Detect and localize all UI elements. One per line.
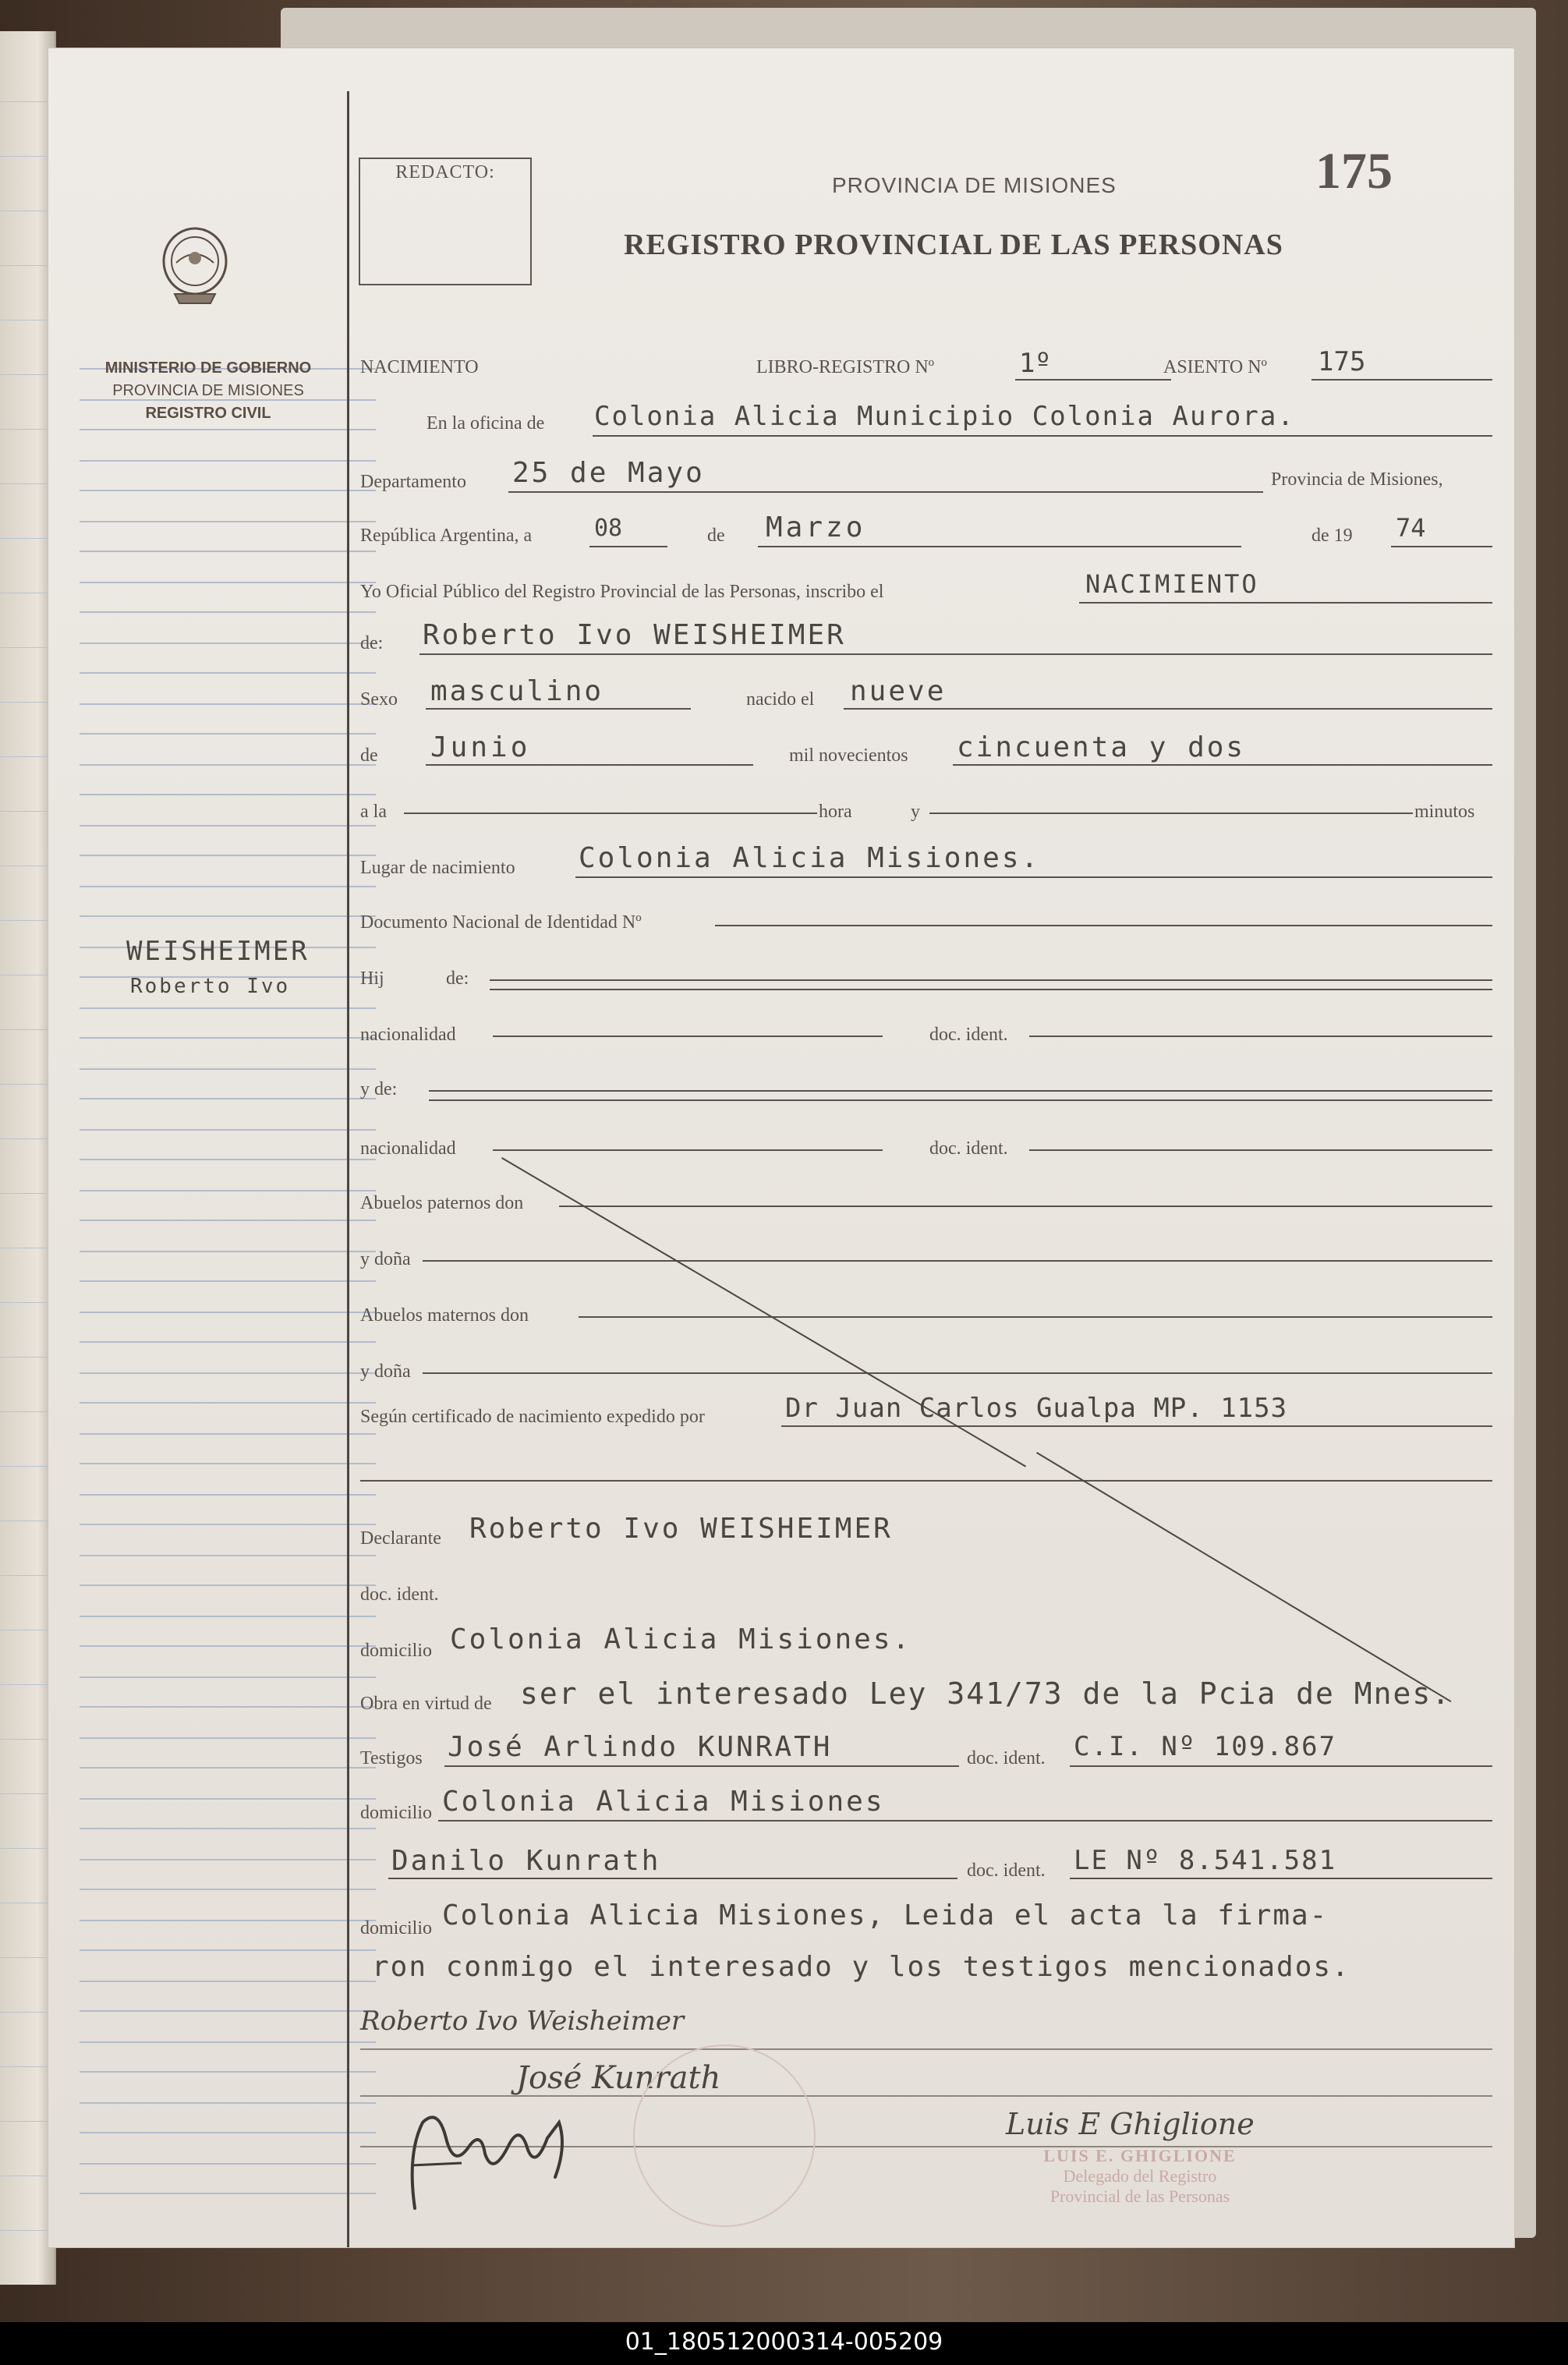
ministry-line3: REGISTRO CIVIL: [145, 405, 271, 422]
redacto-box: [359, 158, 532, 285]
rule-y-dona-1: [423, 1260, 1492, 1262]
rule-domicilio-2: [438, 1820, 1492, 1822]
margin-surname: WEISHEIMER: [126, 936, 310, 967]
value-sexo: masculino: [430, 675, 604, 707]
label-y-dona-1: y doña: [360, 1249, 411, 1269]
rule-lugar: [575, 876, 1492, 878]
rule-mes-nac: [426, 764, 753, 766]
signature-testigo-2: [391, 2091, 579, 2216]
rule-y-de-1: [429, 1090, 1492, 1092]
stamp-line2: Delegado del Registro: [1063, 2166, 1217, 2186]
margin-divider: [347, 91, 349, 2247]
label-doc-ident-1: doc. ident.: [929, 1025, 1008, 1045]
rule-nombre: [419, 653, 1492, 655]
image-caption: 01_180512000314-005209: [625, 2328, 943, 2356]
rule-testigo-2-doc: [1070, 1878, 1492, 1879]
label-domicilio-3: domicilio: [360, 1918, 432, 1938]
value-libro: 1º: [1019, 348, 1051, 379]
value-oficina: Colonia Alicia Municipio Colonia Aurora.: [594, 401, 1295, 432]
label-republica: República Argentina, a: [360, 526, 533, 546]
label-nacionalidad-2: nacionalidad: [360, 1138, 456, 1159]
label-hij-de: de:: [446, 968, 469, 989]
label-declarante: Declarante: [360, 1528, 441, 1549]
label-provincia: Provincia de Misiones,: [1271, 469, 1443, 490]
value-declarante: Roberto Ivo WEISHEIMER: [469, 1513, 893, 1545]
label-departamento: Departamento: [360, 472, 466, 492]
rule-mes: [758, 546, 1241, 547]
value-testigo-2-doc: LE Nº 8.541.581: [1074, 1845, 1337, 1876]
label-abuelos-maternos: Abuelos maternos don: [360, 1305, 529, 1326]
value-testigo-1: José Arlindo KUNRATH: [448, 1731, 833, 1763]
label-mil: mil novecientos: [789, 745, 908, 766]
rule-anio-nac: [953, 764, 1492, 766]
value-anio: 74: [1396, 513, 1426, 543]
ministry-line2: PROVINCIA DE MISIONES: [112, 382, 304, 399]
label-doc-ident-5: doc. ident.: [967, 1860, 1046, 1881]
rule-dni: [715, 925, 1492, 926]
rule-sexo: [426, 708, 691, 710]
rule-nacido: [844, 708, 1492, 710]
rule-testigo-2: [388, 1878, 957, 1879]
rule-certificado: [781, 1425, 1492, 1427]
value-nombre: Roberto Ivo WEISHEIMER: [423, 619, 846, 651]
value-asiento: 175: [1318, 346, 1366, 377]
label-asiento: ASIENTO Nº: [1163, 357, 1267, 377]
rule-hij-1: [490, 979, 1492, 981]
value-mes: Marzo: [766, 512, 866, 543]
rule-doc-ident-1: [1029, 1036, 1492, 1037]
label-de-mes: de: [707, 526, 725, 546]
label-nacimiento: NACIMIENTO: [360, 357, 479, 377]
rule-oficina: [593, 435, 1492, 437]
value-anio-nac: cincuenta y dos: [957, 731, 1246, 763]
value-acto: NACIMIENTO: [1085, 569, 1259, 599]
label-y-de: y de:: [360, 1079, 398, 1099]
label-doc-ident-4: doc. ident.: [967, 1748, 1046, 1768]
value-obra: ser el interesado Ley 341/73 de la Pcia de Mnes.: [520, 1676, 1452, 1711]
label-doc-ident-3: doc. ident.: [360, 1584, 439, 1605]
value-mes-nac: Junio: [430, 731, 531, 763]
label-de-nombre: de:: [360, 633, 384, 653]
label-hora: hora: [819, 802, 852, 822]
label-libro: LIBRO-REGISTRO Nº: [756, 357, 935, 377]
value-cierre: ron conmigo el interesado y los testigos mencionados.: [372, 1951, 1350, 1983]
rule-acto: [1079, 602, 1492, 604]
folio-number: 175: [1315, 143, 1393, 200]
label-sexo: Sexo: [360, 689, 398, 710]
value-lugar: Colonia Alicia Misiones.: [579, 842, 1041, 874]
rule-blank: [360, 1480, 1492, 1482]
label-hij: Hij: [360, 968, 384, 989]
label-lugar: Lugar de nacimiento: [360, 858, 515, 878]
label-abuelos-paternos: Abuelos paternos don: [360, 1193, 524, 1213]
cancel-stroke-2: [1036, 1452, 1451, 1702]
value-testigo-2-domicilio: Colonia Alicia Misiones, Leida el acta la firma-: [442, 1899, 1329, 1931]
stamp-line3: Provincial de las Personas: [1049, 2186, 1230, 2206]
margin-given-names: Roberto Ivo: [130, 975, 291, 998]
rule-y-dona-2: [423, 1372, 1492, 1374]
label-anio: de 19: [1311, 526, 1353, 546]
label-minutos: minutos: [1414, 802, 1475, 822]
label-de-mes-nac: de: [360, 745, 378, 766]
value-testigo-2: Danilo Kunrath: [391, 1845, 661, 1877]
value-testigo-1-domicilio: Colonia Alicia Misiones: [442, 1786, 885, 1818]
coat-of-arms-seal: [159, 222, 231, 308]
rule-hij-2: [490, 989, 1492, 990]
rule-anio: [1391, 546, 1492, 547]
ministry-line1: MINISTERIO DE GOBIERNO: [104, 359, 312, 377]
margin-column: [48, 48, 347, 2247]
rule-a-la: [404, 813, 817, 814]
rule-testigo-1-doc: [1070, 1765, 1492, 1767]
ministry-heading: [80, 357, 337, 425]
value-domicilio-declarante: Colonia Alicia Misiones.: [450, 1623, 912, 1655]
signature-testigo-1: José Kunrath: [516, 2060, 721, 2096]
rule-doc-ident-2: [1029, 1149, 1492, 1151]
delegado-stamp: [1015, 2146, 1265, 2207]
signature-declarante: Roberto Ivo Weisheimer: [360, 2006, 685, 2037]
rule-abuelos-paternos: [559, 1206, 1492, 1207]
rule-asiento: [1311, 379, 1492, 381]
stamp-line1: LUIS E. GHIGLIONE: [1043, 2146, 1237, 2165]
rule-y-de-2: [429, 1099, 1492, 1101]
rule-signature-1: [360, 2048, 1492, 2050]
label-segun: Según certificado de nacimiento expedido por: [360, 1407, 705, 1427]
label-oficina: En la oficina de: [427, 413, 545, 434]
province-heading: PROVINCIA DE MISIONES: [832, 173, 1117, 197]
rule-abuelos-maternos: [579, 1316, 1492, 1318]
redacto-label: REDACTO:: [395, 162, 495, 182]
label-obra: Obra en virtud de: [360, 1694, 492, 1714]
label-domicilio-1: domicilio: [360, 1641, 432, 1661]
rule-testigo-1: [444, 1765, 959, 1767]
value-departamento: 25 de Mayo: [512, 457, 705, 489]
rule-nacionalidad-2: [493, 1149, 883, 1151]
rule-departamento: [508, 491, 1263, 493]
value-dia: 08: [594, 515, 623, 542]
official-round-stamp: [633, 2045, 816, 2227]
label-testigos: Testigos: [360, 1748, 423, 1768]
label-y-dona-2: y doña: [360, 1361, 411, 1382]
label-domicilio-2: domicilio: [360, 1803, 432, 1823]
rule-nacionalidad-1: [493, 1036, 883, 1037]
label-nacido: nacido el: [746, 689, 815, 710]
label-a-la: a la: [360, 802, 387, 822]
register-page: [48, 48, 1514, 2247]
label-dni: Documento Nacional de Identidad Nº: [360, 912, 642, 933]
registry-title: REGISTRO PROVINCIAL DE LAS PERSONAS: [624, 228, 1283, 261]
value-nacido: nueve: [850, 675, 947, 707]
value-certificado: Dr Juan Carlos Gualpa MP. 1153: [785, 1393, 1288, 1424]
rule-dia: [589, 546, 667, 547]
label-doc-ident-2: doc. ident.: [929, 1138, 1008, 1159]
label-y: y: [911, 802, 920, 822]
label-yo-oficial: Yo Oficial Público del Registro Provincial de las Personas, inscribo el: [360, 582, 884, 602]
label-nacionalidad-1: nacionalidad: [360, 1025, 456, 1045]
rule-minutos: [929, 813, 1413, 814]
signature-delegado: Luis E Ghiglione: [1006, 2107, 1255, 2141]
value-testigo-1-doc: C.I. Nº 109.867: [1074, 1731, 1337, 1762]
rule-libro: [1015, 379, 1171, 381]
